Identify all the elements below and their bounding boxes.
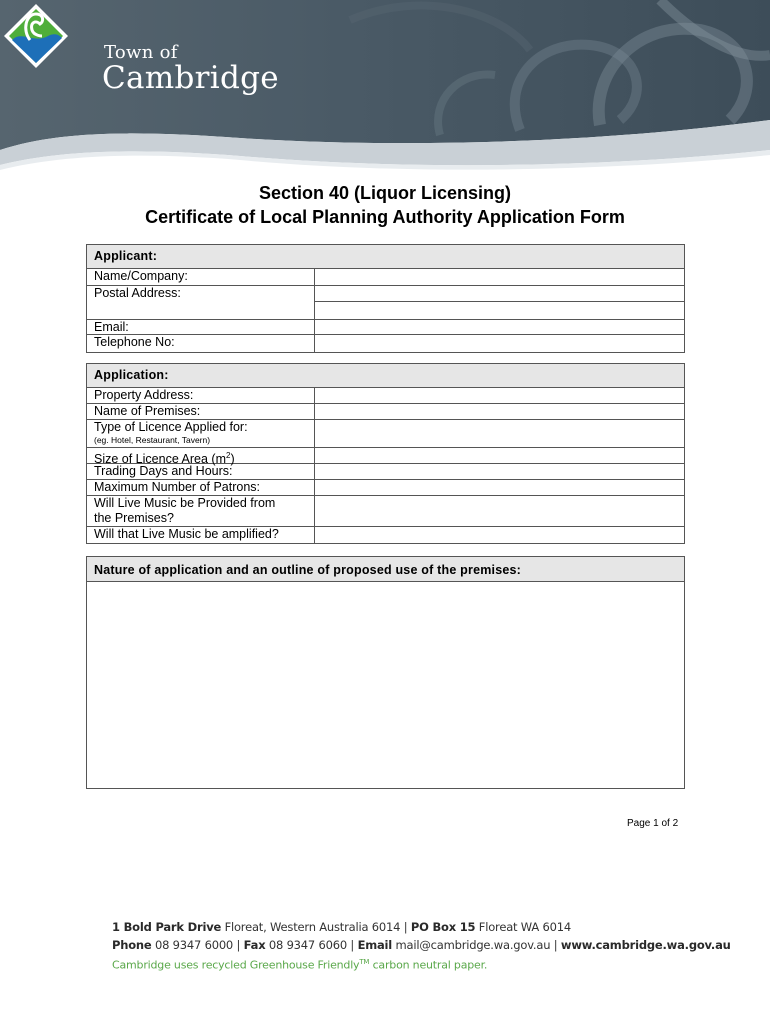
footer-sep-3: | [346, 938, 358, 952]
name-company-field[interactable] [315, 269, 684, 285]
form-title-line2: Certificate of Local Planning Authority Application Form [145, 207, 625, 227]
licence-type-label [87, 420, 315, 447]
town-logo-icon [0, 0, 72, 72]
application-heading: Application: [87, 364, 684, 388]
live-music-label [87, 496, 315, 526]
form-title-line1: Section 40 (Liquor Licensing) [258, 183, 512, 203]
footer-po-bold: PO Box 15 [410, 920, 476, 934]
footer-sep-4: | [550, 938, 561, 952]
premises-name-label: Name of Premises: [87, 404, 315, 419]
patrons-label: Maximum Number of Patrons: [87, 480, 315, 495]
applicant-name-row [87, 269, 684, 286]
live-music-field[interactable] [315, 496, 684, 526]
footer-phone: 08 9347 6000 [151, 938, 234, 952]
footer-sep-2: | [233, 938, 244, 952]
footer-email-bold: Email [357, 938, 393, 952]
telephone-field[interactable] [315, 335, 684, 352]
footer-note-b: carbon neutral paper. [369, 958, 488, 972]
footer-address-bold: 1 Bold Park Drive [112, 920, 222, 934]
licence-area-sup: 2 [226, 451, 231, 460]
footer-contacts [112, 938, 731, 952]
licence-type-text: Type of Licence Applied for: [94, 420, 248, 434]
footer-email[interactable]: mail@cambridge.wa.gov.au [392, 938, 551, 952]
applicant-telephone-row [87, 335, 684, 352]
applicant-postal-row [87, 286, 684, 319]
nature-heading: Nature of application and an outline of proposed use of the premises: [87, 557, 684, 582]
licence-type-row [87, 420, 684, 448]
footer-note-tm: TM [359, 958, 370, 966]
property-address-label: Property Address: [87, 388, 315, 403]
trading-row [87, 464, 684, 480]
licence-area-close: ) [230, 452, 235, 467]
patrons-field[interactable] [315, 480, 684, 495]
footer-address [112, 920, 571, 934]
logo-text-cambridge: Cambridge [102, 60, 279, 96]
premises-name-field[interactable] [315, 404, 684, 419]
live-music-text-2: the Premises? [94, 511, 174, 525]
amplified-label: Will that Live Music be amplified? [87, 527, 315, 543]
footer-po-rest: Floreat WA 6014 [475, 920, 571, 934]
footer-web-link[interactable]: www.cambridge.wa.gov.au [560, 938, 731, 952]
property-address-field[interactable] [315, 388, 684, 403]
footer-fax: 08 9347 6060 [265, 938, 347, 952]
email-field[interactable] [315, 320, 684, 334]
postal-address-fields [315, 286, 684, 319]
page-number: Page 1 of 2 [627, 818, 679, 829]
nature-field[interactable] [87, 582, 684, 787]
header-banner [0, 0, 770, 175]
live-music-text-1: Will Live Music be Provided from [94, 496, 276, 510]
email-label: Email: [87, 320, 315, 334]
footer-note-a: Cambridge uses recycled Greenhouse Friendly [112, 958, 360, 972]
applicant-table [86, 244, 685, 353]
trading-label: Trading Days and Hours: [87, 464, 315, 479]
postal-address-field-1[interactable] [315, 286, 684, 302]
amplified-field[interactable] [315, 527, 684, 543]
patrons-row [87, 480, 684, 496]
footer-fax-bold: Fax [243, 938, 266, 952]
licence-area-row [87, 448, 684, 467]
property-row [87, 388, 684, 404]
applicant-heading: Applicant: [87, 245, 684, 269]
licence-type-field[interactable] [315, 420, 684, 447]
logo-text-town-of: Town of [104, 42, 178, 63]
footer-sep-1: | [400, 920, 411, 934]
footer-note [112, 958, 487, 972]
postal-address-label: Postal Address: [87, 286, 315, 319]
name-company-label: Name/Company: [87, 269, 315, 285]
nature-table [86, 556, 685, 789]
application-table [86, 363, 685, 544]
footer-address-rest: Floreat, Western Australia 6014 [221, 920, 401, 934]
postal-address-field-2[interactable] [315, 302, 684, 319]
licence-type-example: (eg. Hotel, Restaurant, Tavern) [94, 435, 211, 445]
live-music-row [87, 496, 684, 527]
amplified-row [87, 527, 684, 543]
licence-area-text: Size of Licence Area (m [94, 452, 227, 467]
premises-row [87, 404, 684, 420]
licence-area-field[interactable] [315, 448, 684, 463]
footer-phone-bold: Phone [112, 938, 152, 952]
licence-area-label [87, 448, 315, 467]
telephone-label: Telephone No: [87, 335, 315, 352]
trading-field[interactable] [315, 464, 684, 479]
applicant-email-row [87, 319, 684, 335]
